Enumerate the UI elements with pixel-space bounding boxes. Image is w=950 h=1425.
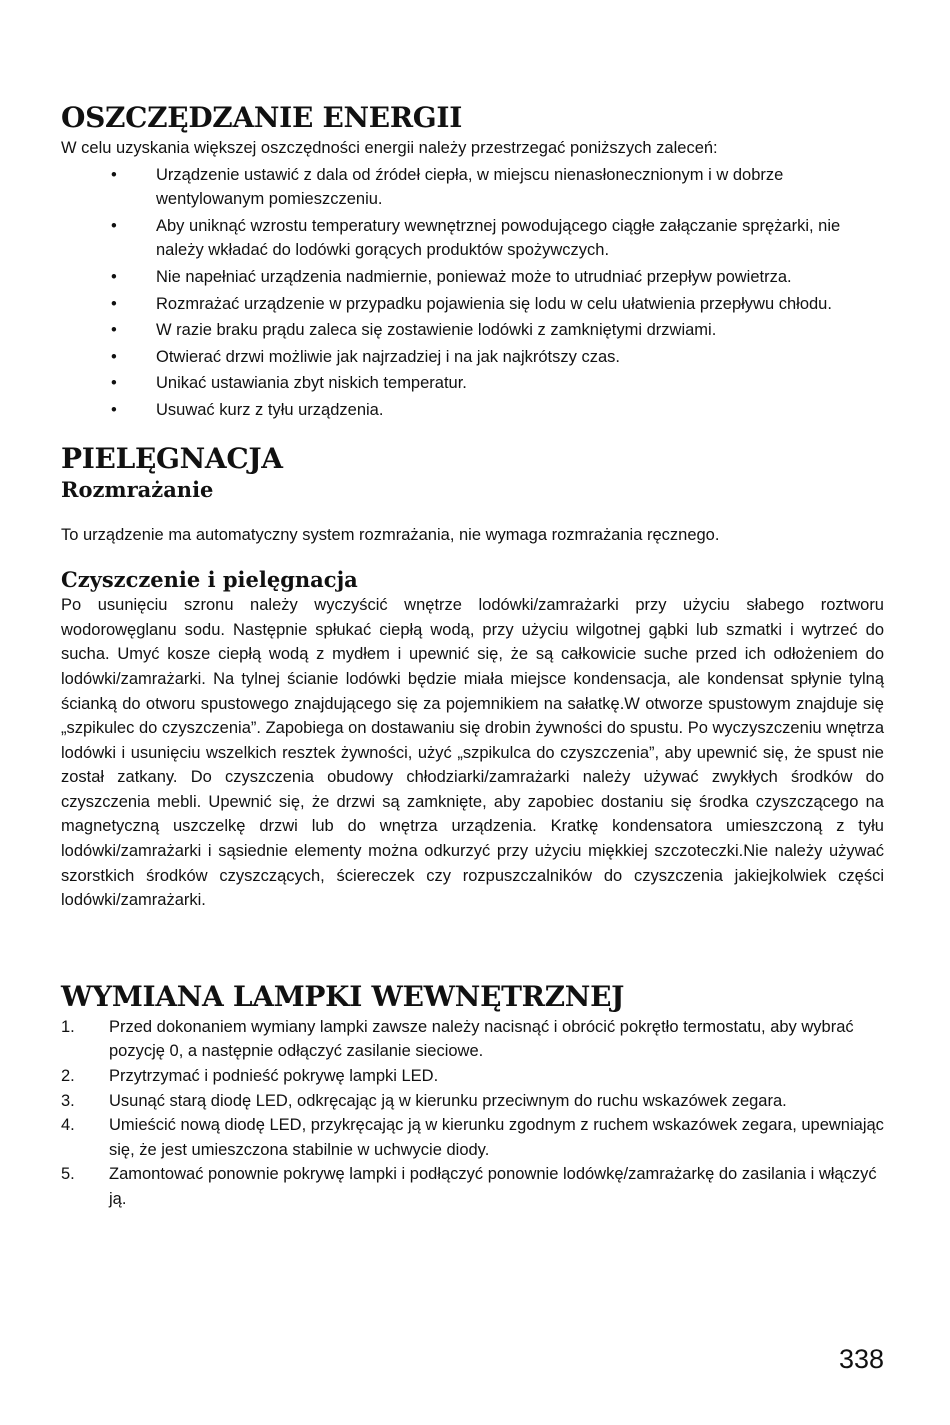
list-item: • Nie napełniać urządzenia nadmiernie, ponieważ może to utrudniać przepływ powietrza. (61, 265, 884, 290)
bullet-icon: • (111, 400, 117, 419)
bullet-icon: • (111, 347, 117, 366)
list-item: • Aby uniknąć wzrostu temperatury wewnętrznej powodującego ciągłe załączanie sprężarki, nie należy wkładać do lodówki gorących produktów spożywczych. (61, 214, 884, 263)
section-title-energy: OSZCZĘDZANIE ENERGII (61, 101, 462, 134)
cleaning-paragraph: Po usunięciu szronu należy wyczyścić wnętrze lodówki/zamrażarki przy użyciu słabego roztworu wodorowęglanu sodu. Następnie spłukać ciepłą wodą, przy użyciu wilgotnej gąbki lub szmatki i wytrzeć do sucha. Umyć kosze ciepłą wodą z mydłem i upewnić się, że są całkowicie suche przed ich odłożeniem do lodówki/zamrażarki. Na tylnej ścianie lodówki będzie miała miejsce kondensacja, ale kondensat spłynie tylną ścianką do otworu spustowego znajdującego się za pojemnikiem na sałatkę.W otworze spustowym znajduje się „szpikulec do czyszczenia”. Zapobiega on dostawaniu się drobin żywności do spustu. Po wyczyszczeniu wnętrza lodówki i usunięciu wszelkich resztek żywności, użyć „szpikulca do czyszczenia”, aby upewnić się, że spust nie został zatkany. Do czyszczenia obudowy chłodziarki/zamrażarki należy używać zwykłych środków do czyszczenia mebli. Upewnić się, że drzwi są zamknięte, aby zapobiec dostaniu się środka czyszczącego na magnetyczną uszczelkę drzwi lub do wnętrza urządzenia. Kratkę kondensatora umieszczoną z tyłu lodówki/zamrażarki i sąsiednie elementy można odkurzyć przy użyciu miękkiej szczoteczki.Nie należy używać szorstkich środków czyszczących, ściereczek czy rozpuszczalników do czyszczenia jakiejkolwiek części lodówki/zamrażarki. (61, 596, 884, 910)
list-item: • Rozmrażać urządzenie w przypadku pojawienia się lodu w celu ułatwienia przepływu chłodu. (61, 292, 884, 317)
list-item: • W razie braku prądu zaleca się zostawienie lodówki z zamkniętymi drzwiami. (61, 318, 884, 343)
bullet-icon: • (111, 321, 117, 340)
list-item: 3. Usunąć starą diodę LED, odkręcając ją w kierunku przeciwnym do ruchu wskazówek zegara. (61, 1091, 787, 1110)
section-title-care: PIELĘGNACJA (61, 441, 283, 475)
list-item: • Otwierać drzwi możliwie jak najrzadziej i na jak najkrótszy czas. (61, 345, 884, 370)
energy-intro: W celu uzyskania większej oszczędności energii należy przestrzegać poniższych zaleceń: (61, 139, 718, 157)
bullet-icon: • (111, 216, 117, 235)
document-page (61, 100, 884, 1212)
list-item: 4. Umieścić nową diodę LED, przykręcając ją w kierunku zgodnym z ruchem wskazówek zegara, upewniając się, że jest umieszczona stabilnie w uchwycie diody. (61, 1116, 884, 1159)
subsection-title-defrost: Rozmrażanie (61, 476, 214, 502)
energy-bullet-list (61, 163, 884, 423)
subsection-title-cleaning: Czyszczenie i pielęgnacja (61, 567, 358, 593)
section-title-lamp: WYMIANA LAMPKI WEWNĘTRZNEJ (61, 979, 625, 1013)
list-item: • Usuwać kurz z tyłu urządzenia. (61, 398, 884, 423)
bullet-icon: • (111, 165, 117, 184)
list-item: 2. Przytrzymać i podnieść pokrywę lampki LED. (61, 1067, 439, 1086)
list-item: • Unikać ustawiania zbyt niskich temperatur. (61, 371, 884, 396)
bullet-icon: • (111, 374, 117, 393)
page-number: 338 (838, 1344, 884, 1374)
bullet-icon: • (111, 294, 117, 313)
list-item: • Urządzenie ustawić z dala od źródeł ciepła, w miejscu nienasłonecznionym i w dobrze wentylowanym pomieszczeniu. (61, 163, 884, 212)
lamp-steps-list (61, 1015, 884, 1212)
list-item: 1. Przed dokonaniem wymiany lampki zawsze należy nacisnąć i obrócić pokrętło termostatu, aby wybrać pozycję 0, a następnie odłączyć zasilanie sieciowe. (61, 1017, 854, 1061)
list-item: 5. Zamontować ponownie pokrywę lampki i podłączyć ponownie lodówkę/zamrażarkę do zasilania i włączyć ją. (61, 1165, 877, 1208)
defrost-paragraph: To urządzenie ma automatyczny system rozmrażania, nie wymaga rozmrażania ręcznego. (61, 525, 720, 544)
bullet-icon: • (111, 267, 117, 286)
